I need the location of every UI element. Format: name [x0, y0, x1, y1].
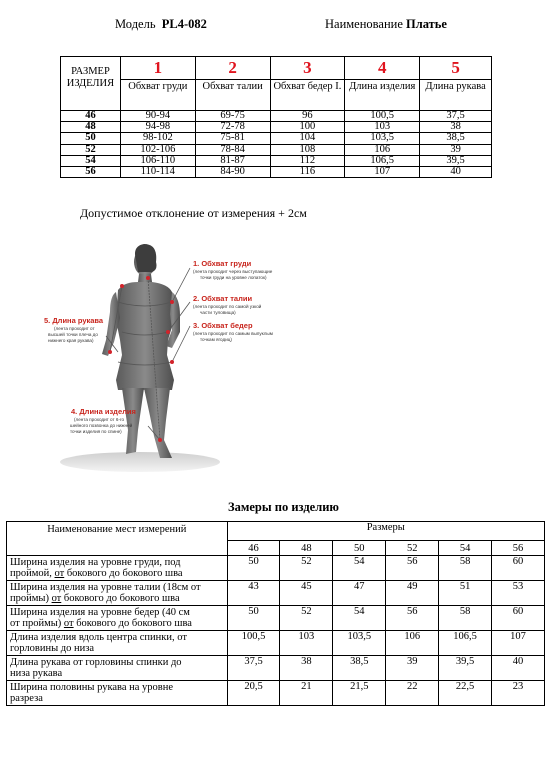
measure-name [7, 631, 228, 656]
table-row [7, 681, 545, 706]
model-header [115, 17, 207, 32]
col-header-hips: Обхват бедер I. [270, 80, 345, 111]
value-cell: 20,5 [227, 681, 280, 706]
value-cell: 116 [270, 167, 345, 178]
table-row [61, 144, 492, 155]
value-cell: 52 [280, 606, 333, 631]
table-row [7, 556, 545, 581]
size-cell: 46 [61, 111, 121, 122]
measure-name [7, 556, 228, 581]
measure-name-part: Ширина изделия на уровне талии (18см от [10, 582, 201, 593]
value-cell: 39,5 [439, 656, 492, 681]
value-cell: 108 [270, 144, 345, 155]
value-cell: 39 [420, 144, 492, 155]
col-number: 4 [345, 57, 420, 80]
table-row [61, 111, 492, 122]
value-cell: 60 [492, 556, 545, 581]
value-cell: 38,5 [333, 656, 386, 681]
measure-table [6, 521, 545, 706]
value-cell: 58 [439, 556, 492, 581]
measure-name-part: от [54, 568, 65, 579]
size-column-header: 52 [386, 541, 439, 556]
value-cell: 45 [280, 581, 333, 606]
value-cell: 78-84 [195, 144, 270, 155]
measure-table-title: Замеры по изделию [228, 500, 339, 514]
measure-name-part: бокового до бокового шва [61, 593, 180, 604]
table-row [61, 167, 492, 178]
value-cell: 104 [270, 133, 345, 144]
size-cell: 54 [61, 155, 121, 166]
size-header: РАЗМЕР ИЗДЕЛИЯ [61, 57, 121, 111]
value-cell: 81-87 [195, 155, 270, 166]
value-cell: 54 [333, 606, 386, 631]
value-cell: 38 [420, 122, 492, 133]
value-cell: 60 [492, 606, 545, 631]
value-cell: 69-75 [195, 111, 270, 122]
name-label: Наименование [325, 17, 403, 31]
label-length-desc: точки изделия по спине) [70, 429, 122, 434]
value-cell: 75-81 [195, 133, 270, 144]
value-cell: 53 [492, 581, 545, 606]
label-chest-desc: точки груди на уровне лопаток) [200, 275, 267, 280]
value-cell: 103 [345, 122, 420, 133]
col-header-waist: Обхват талии [195, 80, 270, 111]
label-sleeve-desc: высшей точки плеча до [48, 332, 98, 337]
size-column-header: 46 [227, 541, 280, 556]
value-cell: 51 [439, 581, 492, 606]
value-cell: 56 [386, 606, 439, 631]
value-cell: 106,5 [439, 631, 492, 656]
measure-name-part: Ширина изделия на уровне груди, под [10, 557, 181, 568]
model-label: Модель [115, 17, 156, 31]
size-cell: 52 [61, 144, 121, 155]
measure-name-part: бокового до бокового шва [64, 568, 183, 579]
measure-name-part: Ширина половины рукава на уровне [10, 682, 174, 693]
value-cell: 103 [280, 631, 333, 656]
value-cell: 110-114 [120, 167, 195, 178]
value-cell: 72-78 [195, 122, 270, 133]
label-length-title: 4. Длина изделия [71, 407, 136, 416]
label-hips-desc: точкам ягодиц) [200, 337, 232, 342]
value-cell: 23 [492, 681, 545, 706]
label-sleeve-desc: (лента проходит от [54, 326, 95, 331]
value-cell: 106 [386, 631, 439, 656]
value-cell: 103,5 [333, 631, 386, 656]
size-column-header: 54 [439, 541, 492, 556]
value-cell: 40 [420, 167, 492, 178]
value-cell: 107 [345, 167, 420, 178]
table-row [61, 133, 492, 144]
col-number: 3 [270, 57, 345, 80]
col-number: 2 [195, 57, 270, 80]
size-cell: 48 [61, 122, 121, 133]
col-number: 1 [120, 57, 195, 80]
name-header: Наименование мест измерений [7, 522, 228, 556]
measure-name-part: от [63, 618, 74, 629]
measure-name-part: от проймы) [10, 618, 64, 629]
table-row [61, 155, 492, 166]
value-cell: 100,5 [345, 111, 420, 122]
value-cell: 103,5 [345, 133, 420, 144]
name-header [325, 17, 447, 32]
measure-name-part: Длина изделия вдоль центра спинки, от [10, 632, 187, 643]
value-cell: 84-90 [195, 167, 270, 178]
value-cell: 21,5 [333, 681, 386, 706]
measure-name [7, 681, 228, 706]
label-hips-title: 3. Обхват бедер [193, 321, 253, 330]
value-cell: 22,5 [439, 681, 492, 706]
value-cell: 106,5 [345, 155, 420, 166]
measure-name-part: Ширина изделия на уровне бедер (40 см [10, 607, 190, 618]
value-cell: 100,5 [227, 631, 280, 656]
table-row [61, 122, 492, 133]
value-cell: 106-110 [120, 155, 195, 166]
label-waist-desc: (лента проходит по самой узкой [193, 304, 262, 309]
value-cell: 106 [345, 144, 420, 155]
value-cell: 38,5 [420, 133, 492, 144]
value-cell: 21 [280, 681, 333, 706]
sizes-header: Размеры [227, 522, 544, 541]
measure-name-part: низа рукава [10, 668, 63, 679]
value-cell: 39,5 [420, 155, 492, 166]
value-cell: 100 [270, 122, 345, 133]
value-cell: 94-98 [120, 122, 195, 133]
label-chest-desc: (лента проходит через выступающие [193, 269, 273, 274]
value-cell: 56 [386, 556, 439, 581]
value-cell: 38 [280, 656, 333, 681]
label-length-desc: (лента проходит от 6-го [74, 417, 125, 422]
size-cell: 50 [61, 133, 121, 144]
value-cell: 102-106 [120, 144, 195, 155]
col-header-sleeve: Длина рукава [420, 80, 492, 111]
value-cell: 50 [227, 606, 280, 631]
label-sleeve-desc: нижнего края рукава) [48, 338, 94, 343]
measure-name-part: от [51, 593, 62, 604]
label-waist-title: 2. Обхват талии [193, 294, 253, 303]
value-cell: 98-102 [120, 133, 195, 144]
size-column-header: 48 [280, 541, 333, 556]
value-cell: 40 [492, 656, 545, 681]
label-chest-title: 1. Обхват груди [193, 259, 252, 268]
value-cell: 107 [492, 631, 545, 656]
label-hips-desc: (лента проходит по самым выпуклым [193, 331, 273, 336]
tolerance-note: Допустимое отклонение от измерения + 2см [80, 206, 307, 220]
size-cell: 56 [61, 167, 121, 178]
size-column-header: 56 [492, 541, 545, 556]
value-cell: 50 [227, 556, 280, 581]
value-cell: 43 [227, 581, 280, 606]
label-length-desc: шейного позвонка до нижней [70, 423, 133, 428]
col-header-length: Длина изделия [345, 80, 420, 111]
measure-name [7, 656, 228, 681]
value-cell: 49 [386, 581, 439, 606]
table-row [7, 581, 545, 606]
value-cell: 52 [280, 556, 333, 581]
measure-name-part: бокового до бокового шва [73, 618, 192, 629]
value-cell: 22 [386, 681, 439, 706]
col-number: 5 [420, 57, 492, 80]
measure-name [7, 606, 228, 631]
value-cell: 37,5 [227, 656, 280, 681]
measure-name-part: Длина рукава от горловины спинки до [10, 657, 182, 668]
value-cell: 58 [439, 606, 492, 631]
table-row [7, 656, 545, 681]
value-cell: 54 [333, 556, 386, 581]
value-cell: 96 [270, 111, 345, 122]
value-cell: 112 [270, 155, 345, 166]
model-value: PL4-082 [161, 17, 207, 31]
size-column-header: 50 [333, 541, 386, 556]
floor-shadow [60, 452, 220, 472]
value-cell: 39 [386, 656, 439, 681]
measurement-figure [40, 240, 370, 480]
value-cell: 90-94 [120, 111, 195, 122]
value-cell: 47 [333, 581, 386, 606]
name-value: Платье [406, 17, 447, 31]
label-waist-desc: части туловища) [200, 310, 236, 315]
measure-name-part: проймой, [10, 568, 55, 579]
measure-name-part: разреза [10, 693, 43, 704]
value-cell: 37,5 [420, 111, 492, 122]
col-header-chest: Обхват груди [120, 80, 195, 111]
label-sleeve-title: 5. Длина рукава [44, 316, 104, 325]
table-row [7, 631, 545, 656]
measure-name [7, 581, 228, 606]
table-row [7, 606, 545, 631]
size-table [60, 56, 492, 178]
measure-name-part: горловины до низа [10, 643, 95, 654]
measure-name-part: проймы) [10, 593, 52, 604]
